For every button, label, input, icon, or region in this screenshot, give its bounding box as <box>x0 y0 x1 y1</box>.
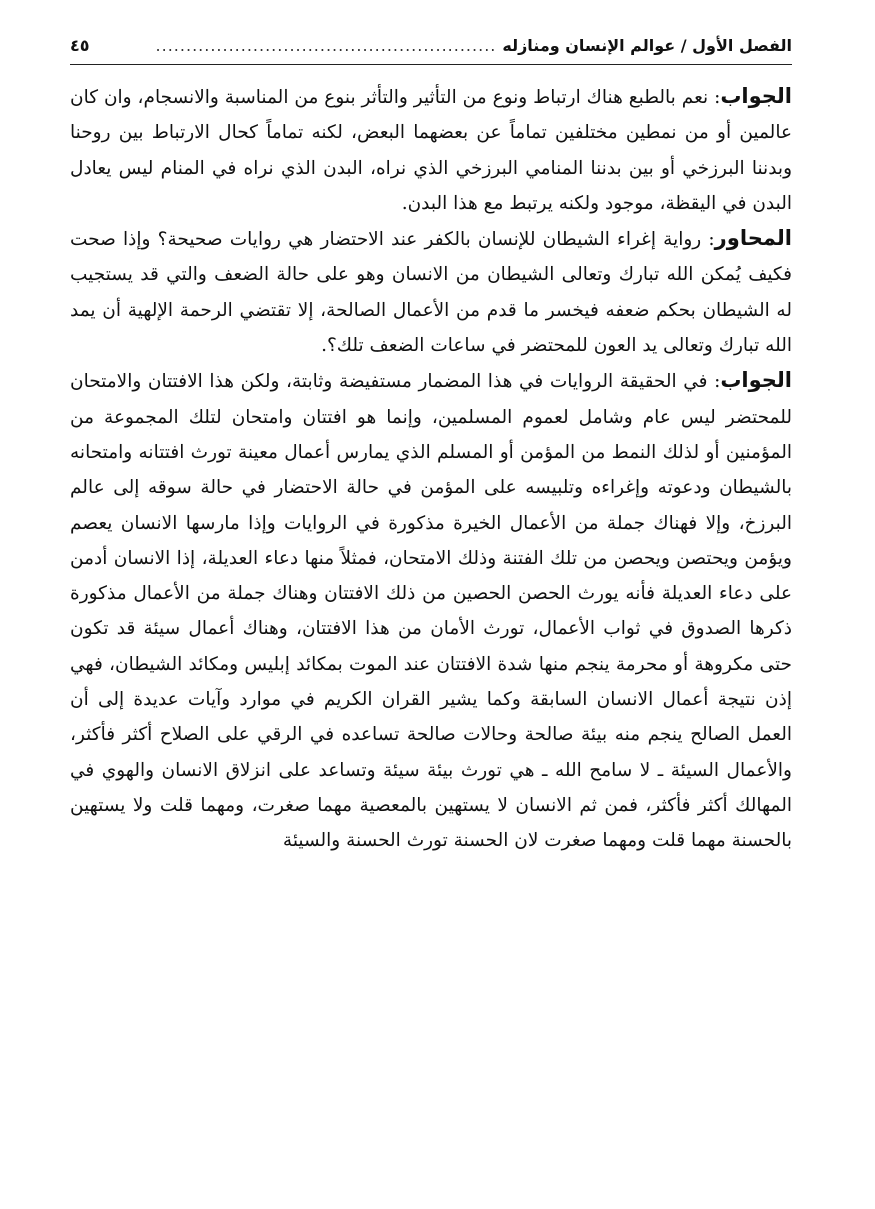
speaker-label-answer: الجواب <box>720 368 792 393</box>
header-dot-leader: ........................................................ <box>155 36 497 55</box>
speaker-label-interviewer: المحاور <box>714 226 792 251</box>
question-paragraph <box>70 221 792 363</box>
paragraph-text: : نعم بالطبع هناك ارتباط ونوع من التأثير والتأثر بنوع من المناسبة والانسجام، وان كان عالمين أو من نمطين مختلفين تماماً عن بعضهما البعض، لكنه تماماً كحال الارتباط بين روحنا وبدننا البرزخي أو بين بدننا المنامي البرزخي الذي نراه، البدن الذي نراه في المنام ليس يعادل البدن في اليقظة، موجود ولكنه يرتبط مع هذا البدن. <box>70 87 792 214</box>
running-header <box>70 28 792 65</box>
paragraph-text: : رواية إغراء الشيطان للإنسان بالكفر عند الاحتضار هي روايات صحيحة؟ وإذا صحت فكيف يُمكن الله تبارك وتعالى الشيطان من الانسان وهو على حالة الضعف والتي قد يستجيب له الشيطان بحكم ضعفه فيخسر ما قدم من الأعمال الصالحة، إلا تقتضي الرحمة الإلهية أن يمد الله تبارك وتعالى يد العون للمحتضر في ساعات الضعف تلك؟. <box>70 229 792 357</box>
book-page <box>70 28 792 859</box>
page-number: ٤٥ <box>70 36 90 55</box>
answer-paragraph <box>70 79 792 221</box>
page-body <box>70 79 792 859</box>
answer-paragraph <box>70 363 792 858</box>
paragraph-text: : في الحقيقة الروايات في هذا المضمار مستفيضة وثابتة، ولكن هذا الافتتان والامتحان للمحتضر ليس عام وشامل لعموم المسلمين، وإنما هو افتتان وامتحان لتلك المجموعة من المؤمنين أو لذلك النمط من المؤمن أو المسلم الذي يمارس أعمال معينة تورث افتتانه وامتحانه بالشيطان ودعوته وإغراءه وتلبيسه على المؤمن في حالة الاحتضار في حالة سوقه إلى عالم البرزخ، وإلا فهناك جملة من الأعمال الخيرة مذكورة في الروايات وإذا مارسها الانسان يعصم ويؤمن ويحتصن ويحصن من تلك الفتنة وذلك الامتحان، فمثلاً منها دعاء العديلة، إذا الانسان أدمن على دعاء العديلة فأنه يورث الحصن الحصين من ذلك الافتتان وهناك جملة من الأعمال مذكورة ذكرها الصدوق في ثواب الأعمال، تورث الأمان من هذا الافتتان، وهناك أعمال سيئة قد تكون حتى مكروهة أو محرمة ينجم منها شدة الافتتان عند الموت بمكائد إبليس ومكائد الشيطان، فهي إذن نتيجة أعمال الانسان السابقة وكما يشير القران الكريم في موارد وآيات عديدة إلى أن العمل الصالح ينجم منه بيئة صالحة وحالات صالحة تساعده في الرقي على الصلاح أكثر فأكثر، والأعمال السيئة ـ لا سامح الله ـ هي تورث بيئة سيئة وتساعد على انزلاق الانسان والهوي في المهالك أكثر فأكثر، فمن ثم الانسان لا يستهين بالمعصية مهما صغرت، ومهما قلت ولا يستهين بالحسنة مهما قلت ومهما صغرت لان الحسنة تورث الحسنة والسيئة <box>70 371 792 852</box>
chapter-title: الفصل الأول / عوالم الإنسان ومنازله <box>502 36 792 55</box>
speaker-label-answer: الجواب <box>720 84 792 108</box>
